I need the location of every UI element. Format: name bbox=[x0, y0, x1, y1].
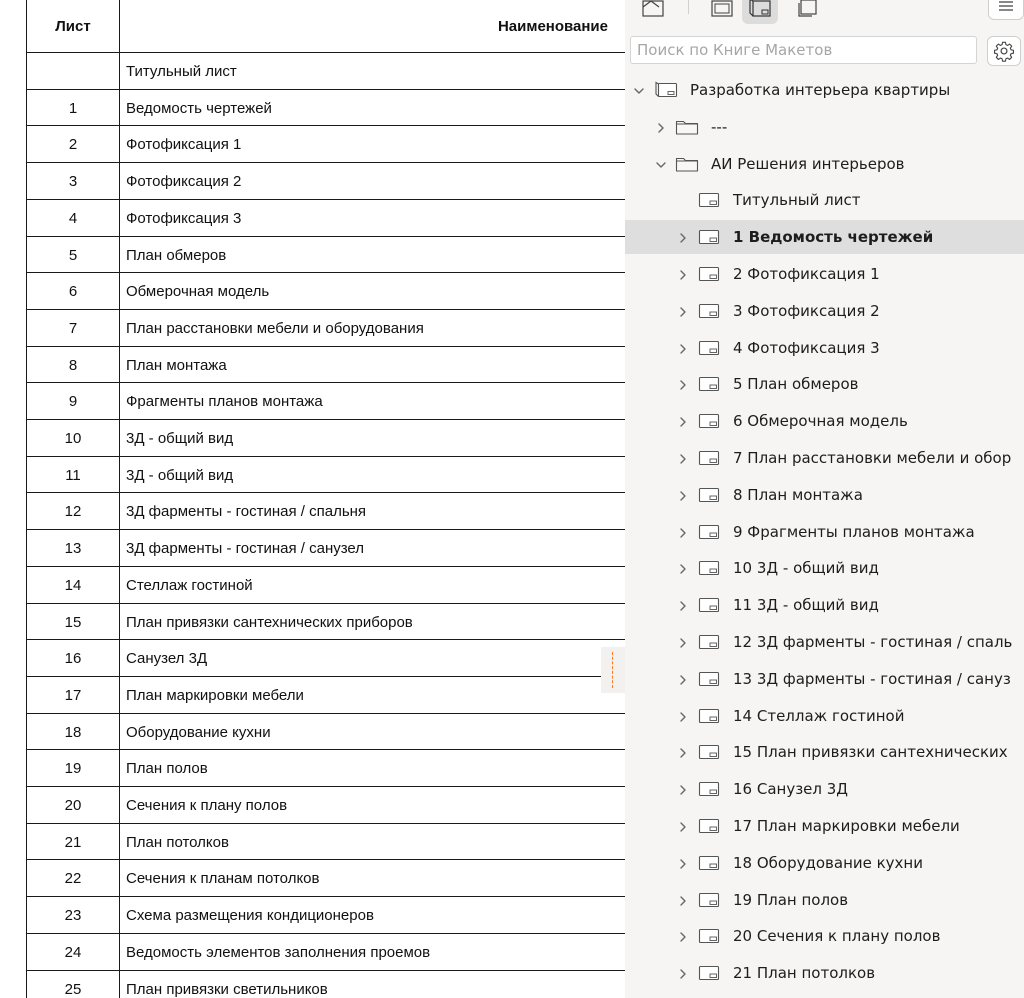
table-row-divider bbox=[27, 309, 625, 310]
sheet-number-cell: 1 bbox=[68, 99, 78, 117]
sheet-number-cell: 20 bbox=[64, 797, 82, 814]
publisher-sets-button[interactable] bbox=[790, 0, 826, 24]
sheet-number-cell: 2 bbox=[68, 136, 78, 154]
sheet-number-cell: 8 bbox=[68, 356, 78, 374]
layout-book-icon bbox=[654, 81, 678, 99]
chevron-down-icon[interactable] bbox=[633, 84, 645, 96]
table-row-divider bbox=[27, 823, 625, 824]
chevron-right-icon[interactable] bbox=[677, 673, 689, 685]
table-row-divider bbox=[27, 346, 625, 347]
layout-icon bbox=[697, 559, 721, 577]
sheet-number-cell: 3 bbox=[68, 173, 78, 191]
layout-icon bbox=[697, 486, 721, 504]
layout-icon bbox=[697, 302, 721, 320]
tree-layout-item[interactable] bbox=[625, 441, 1024, 475]
sheet-number-cell: 13 bbox=[64, 540, 82, 558]
tree-layout-item[interactable] bbox=[625, 331, 1024, 365]
layout-book-navigator bbox=[625, 0, 1024, 998]
tree-layout-item[interactable] bbox=[625, 625, 1024, 659]
sheet-name-cell: План привязки светильников bbox=[126, 980, 328, 998]
layout-icon bbox=[697, 375, 721, 393]
table-row-divider bbox=[27, 970, 625, 971]
layout-icon bbox=[697, 964, 721, 982]
sheet-name-cell: Схема размещения кондиционеров bbox=[126, 907, 374, 925]
chevron-right-icon[interactable] bbox=[655, 121, 667, 133]
chevron-right-icon[interactable] bbox=[677, 378, 689, 390]
sheet-name-cell: Фрагменты планов монтажа bbox=[126, 393, 323, 411]
chevron-right-icon[interactable] bbox=[677, 342, 689, 354]
layout-icon bbox=[697, 743, 721, 761]
table-row-divider bbox=[27, 89, 625, 90]
table-row-divider bbox=[27, 492, 625, 493]
sheet-name-cell: Ведомость чертежей bbox=[126, 99, 272, 117]
resize-handle-dash bbox=[612, 652, 613, 688]
sheet-number-cell: 23 bbox=[64, 907, 82, 925]
tree-layout-item[interactable] bbox=[625, 735, 1024, 769]
table-row-divider bbox=[27, 603, 625, 604]
layout-icon bbox=[697, 854, 721, 872]
tree-item-label: 3 Фотофиксация 2 bbox=[733, 302, 880, 320]
settings-button[interactable] bbox=[987, 36, 1021, 66]
sheet-name-cell: Ведомость элементов заполнения проемов bbox=[126, 943, 431, 961]
view-map-button[interactable] bbox=[635, 0, 671, 24]
table-row-divider bbox=[27, 933, 625, 934]
layout-icon bbox=[697, 523, 721, 541]
tree-folder-item[interactable] bbox=[625, 110, 1024, 144]
tree-item-label: 20 Сечения к плану полов bbox=[733, 927, 941, 945]
chevron-down-icon[interactable] bbox=[655, 158, 667, 170]
tree-item-label: 14 Стеллаж гостиной bbox=[733, 707, 905, 725]
sheet-name-cell: Фотофиксация 2 bbox=[126, 173, 242, 191]
tree-layout-item[interactable] bbox=[625, 220, 1024, 254]
sheet-name-cell: 3Д фарменты - гостиная / санузел bbox=[126, 540, 365, 558]
sheet-number-cell: 19 bbox=[64, 760, 82, 778]
sheet-name-cell: План полов bbox=[126, 760, 208, 778]
layout-icon bbox=[697, 707, 721, 725]
tree-item-label: 4 Фотофиксация 3 bbox=[733, 339, 880, 357]
chevron-right-icon[interactable] bbox=[677, 746, 689, 758]
sheet-number-cell: 10 bbox=[64, 430, 82, 447]
column-header-sheet: Лист bbox=[55, 17, 91, 35]
layout-icon bbox=[697, 265, 721, 283]
table-row-divider bbox=[27, 676, 625, 677]
resize-handle[interactable] bbox=[601, 647, 625, 693]
tree-item-label: 15 План привязки сантехнических bbox=[733, 743, 1008, 761]
sheet-number-cell: 22 bbox=[64, 870, 82, 888]
chevron-right-icon[interactable] bbox=[677, 526, 689, 538]
table-row-divider bbox=[27, 456, 625, 457]
layout-icon bbox=[697, 596, 721, 614]
tree-layout-item[interactable] bbox=[625, 257, 1024, 291]
table-row-divider bbox=[27, 419, 625, 420]
layout-icon bbox=[697, 780, 721, 798]
table-row-divider bbox=[27, 162, 625, 163]
tree-folder-item[interactable] bbox=[625, 147, 1024, 181]
tree-layout-item[interactable] bbox=[625, 294, 1024, 328]
tree-layout-item[interactable] bbox=[625, 883, 1024, 917]
chevron-right-icon[interactable] bbox=[677, 636, 689, 648]
sheet-number-cell: 5 bbox=[68, 246, 78, 264]
sheet-number-cell: 6 bbox=[68, 283, 78, 301]
chevron-right-icon[interactable] bbox=[677, 562, 689, 574]
chevron-right-icon[interactable] bbox=[677, 710, 689, 722]
table-column-divider bbox=[119, 0, 120, 998]
tree-book-root[interactable] bbox=[625, 73, 1024, 107]
tree-layout-item[interactable] bbox=[625, 588, 1024, 622]
tree-item-label: 13 3Д фарменты - гостиная / сануз bbox=[733, 670, 1011, 688]
navigator-menu-button[interactable] bbox=[988, 0, 1024, 20]
sheet-number-cell: 14 bbox=[64, 576, 82, 594]
layout-icon bbox=[697, 633, 721, 651]
sheet-name-cell: План потолков bbox=[126, 833, 229, 851]
table-row-divider bbox=[27, 713, 625, 714]
chevron-right-icon[interactable] bbox=[677, 415, 689, 427]
chevron-right-icon[interactable] bbox=[677, 930, 689, 942]
chevron-right-icon[interactable] bbox=[677, 599, 689, 611]
sheet-number-cell: 12 bbox=[64, 503, 82, 521]
tree-layout-item[interactable] bbox=[625, 478, 1024, 512]
view-sheets-button[interactable] bbox=[704, 0, 740, 24]
tree-item-label: 21 План потолков bbox=[733, 964, 876, 982]
chevron-right-icon[interactable] bbox=[677, 305, 689, 317]
chevron-right-icon[interactable] bbox=[677, 231, 689, 243]
tree-item-label: 9 Фрагменты планов монтажа bbox=[733, 523, 975, 541]
layout-icon bbox=[697, 817, 721, 835]
sheet-name-cell: Фотофиксация 1 bbox=[126, 136, 242, 154]
column-header-name: Наименование bbox=[497, 17, 608, 35]
view-map-icon bbox=[640, 0, 666, 19]
tree-item-label: Титульный лист bbox=[733, 191, 861, 209]
search-field[interactable] bbox=[630, 36, 977, 64]
sheet-name-cell: План привязки сантехнических приборов bbox=[126, 613, 413, 631]
sheet-name-cell: План маркировки мебели bbox=[126, 686, 304, 704]
publisher-sets-icon bbox=[795, 0, 821, 19]
table-row-divider bbox=[27, 236, 625, 237]
tree-item-label: 19 План полов bbox=[733, 891, 849, 909]
sheet-number-cell: 15 bbox=[64, 613, 82, 631]
tree-item-label: 7 План расстановки мебели и обор bbox=[733, 449, 1012, 467]
tree-layout-item[interactable] bbox=[625, 662, 1024, 696]
table-row-divider bbox=[27, 749, 625, 750]
chevron-right-icon[interactable] bbox=[677, 452, 689, 464]
view-sheets-icon bbox=[709, 0, 735, 19]
table-row-divider bbox=[27, 199, 625, 200]
tree-item-label: 18 Оборудование кухни bbox=[733, 854, 923, 872]
sheet-name-cell: План расстановки мебели и оборудования bbox=[126, 319, 424, 337]
table-header-divider bbox=[27, 52, 625, 53]
table-row-divider bbox=[27, 859, 625, 860]
sheet-number-cell: 11 bbox=[65, 466, 81, 484]
tree-layout-item[interactable] bbox=[625, 183, 1024, 217]
tree-item-label: 6 Обмерочная модель bbox=[733, 412, 908, 430]
table-row-divider bbox=[27, 639, 625, 640]
layout-book-icon bbox=[747, 0, 773, 19]
chevron-right-icon[interactable] bbox=[677, 820, 689, 832]
tree-item-label: --- bbox=[711, 118, 728, 136]
folder-icon bbox=[675, 118, 699, 136]
sheet-name-cell: Стеллаж гостиной bbox=[126, 576, 253, 594]
layout-icon bbox=[697, 670, 721, 688]
tree-item-label: 5 План обмеров bbox=[733, 375, 859, 393]
tree-layout-item[interactable] bbox=[625, 551, 1024, 585]
sheet-number-cell: 7 bbox=[68, 319, 78, 337]
table-row-divider bbox=[27, 529, 625, 530]
sheet-name-cell: Титульный лист bbox=[126, 63, 237, 80]
tree-layout-item[interactable] bbox=[625, 846, 1024, 880]
sheet-name-cell: 3Д - общий вид bbox=[126, 430, 234, 447]
layout-icon bbox=[697, 191, 721, 209]
table-row-divider bbox=[27, 125, 625, 126]
layout-icon bbox=[697, 927, 721, 945]
sheet-number-cell: 9 bbox=[68, 393, 78, 411]
layout-icon bbox=[697, 412, 721, 430]
tree-item-label: Разработка интерьера квартиры bbox=[690, 81, 951, 99]
sheet-number-cell: 18 bbox=[64, 723, 82, 741]
tree-item-label: 12 3Д фарменты - гостиная / спаль bbox=[733, 633, 1013, 651]
hamburger-menu-icon bbox=[998, 0, 1014, 12]
sheet-number-cell: 24 bbox=[64, 943, 82, 961]
sheet-name-cell: План монтажа bbox=[126, 356, 227, 374]
layout-icon bbox=[697, 891, 721, 909]
layout-icon bbox=[697, 449, 721, 467]
toolbar-separator bbox=[688, 0, 689, 14]
chevron-right-icon[interactable] bbox=[677, 967, 689, 979]
sheet-number-cell: 17 bbox=[64, 686, 82, 704]
tree-item-label: 17 План маркировки мебели bbox=[733, 817, 960, 835]
tree-item-label: АИ Решения интерьеров bbox=[711, 155, 905, 173]
sheet-name-cell: 3Д фарменты - гостиная / спальня bbox=[126, 503, 367, 521]
table-row-divider bbox=[27, 896, 625, 897]
chevron-right-icon[interactable] bbox=[677, 489, 689, 501]
layout-book-button[interactable] bbox=[742, 0, 778, 24]
tree-item-label: 11 3Д - общий вид bbox=[733, 596, 879, 614]
table-row-divider bbox=[27, 272, 625, 273]
sheet-name-cell: Санузел 3Д bbox=[126, 650, 208, 668]
sheet-name-cell: Сечения к планам потолков bbox=[126, 870, 320, 888]
gear-icon bbox=[993, 40, 1015, 62]
tree-layout-item[interactable] bbox=[625, 919, 1024, 953]
table-row-divider bbox=[27, 786, 625, 787]
tree-layout-item[interactable] bbox=[625, 699, 1024, 733]
tree-layout-item[interactable] bbox=[625, 772, 1024, 806]
sheet-number-cell: 16 bbox=[64, 650, 82, 668]
chevron-right-icon[interactable] bbox=[677, 783, 689, 795]
layout-icon bbox=[697, 339, 721, 357]
tree-layout-item[interactable] bbox=[625, 515, 1024, 549]
sheet-name-cell: Обмерочная модель bbox=[126, 283, 270, 301]
tree-layout-item[interactable] bbox=[625, 367, 1024, 401]
layout-icon bbox=[697, 228, 721, 246]
tree-item-label: 8 План монтажа bbox=[733, 486, 863, 504]
sheet-name-cell: План обмеров bbox=[126, 246, 227, 264]
sheet-name-cell: 3Д - общий вид bbox=[126, 466, 234, 484]
search-input[interactable] bbox=[631, 37, 976, 63]
sheet-number-cell: 21 bbox=[64, 833, 82, 851]
tree-item-label: 1 Ведомость чертежей bbox=[733, 228, 934, 246]
tree-layout-item[interactable] bbox=[625, 956, 1024, 990]
folder-icon bbox=[675, 155, 699, 173]
chevron-right-icon[interactable] bbox=[677, 894, 689, 906]
table-row-divider bbox=[27, 382, 625, 383]
table-row-divider bbox=[27, 566, 625, 567]
tree-layout-item[interactable] bbox=[625, 404, 1024, 438]
sheet-number-cell: 4 bbox=[68, 209, 78, 227]
chevron-right-icon[interactable] bbox=[677, 857, 689, 869]
tree-item-label: 10 3Д - общий вид bbox=[733, 559, 879, 577]
sheet-name-cell: Оборудование кухни bbox=[126, 723, 271, 741]
tree-layout-item[interactable] bbox=[625, 809, 1024, 843]
tree-item-label: 16 Санузел 3Д bbox=[733, 780, 849, 798]
sheet-name-cell: Сечения к плану полов bbox=[126, 797, 288, 814]
chevron-right-icon[interactable] bbox=[677, 268, 689, 280]
tree-item-label: 2 Фотофиксация 1 bbox=[733, 265, 880, 283]
sheet-number-cell: 25 bbox=[64, 980, 82, 998]
sheet-name-cell: Фотофиксация 3 bbox=[126, 209, 242, 227]
